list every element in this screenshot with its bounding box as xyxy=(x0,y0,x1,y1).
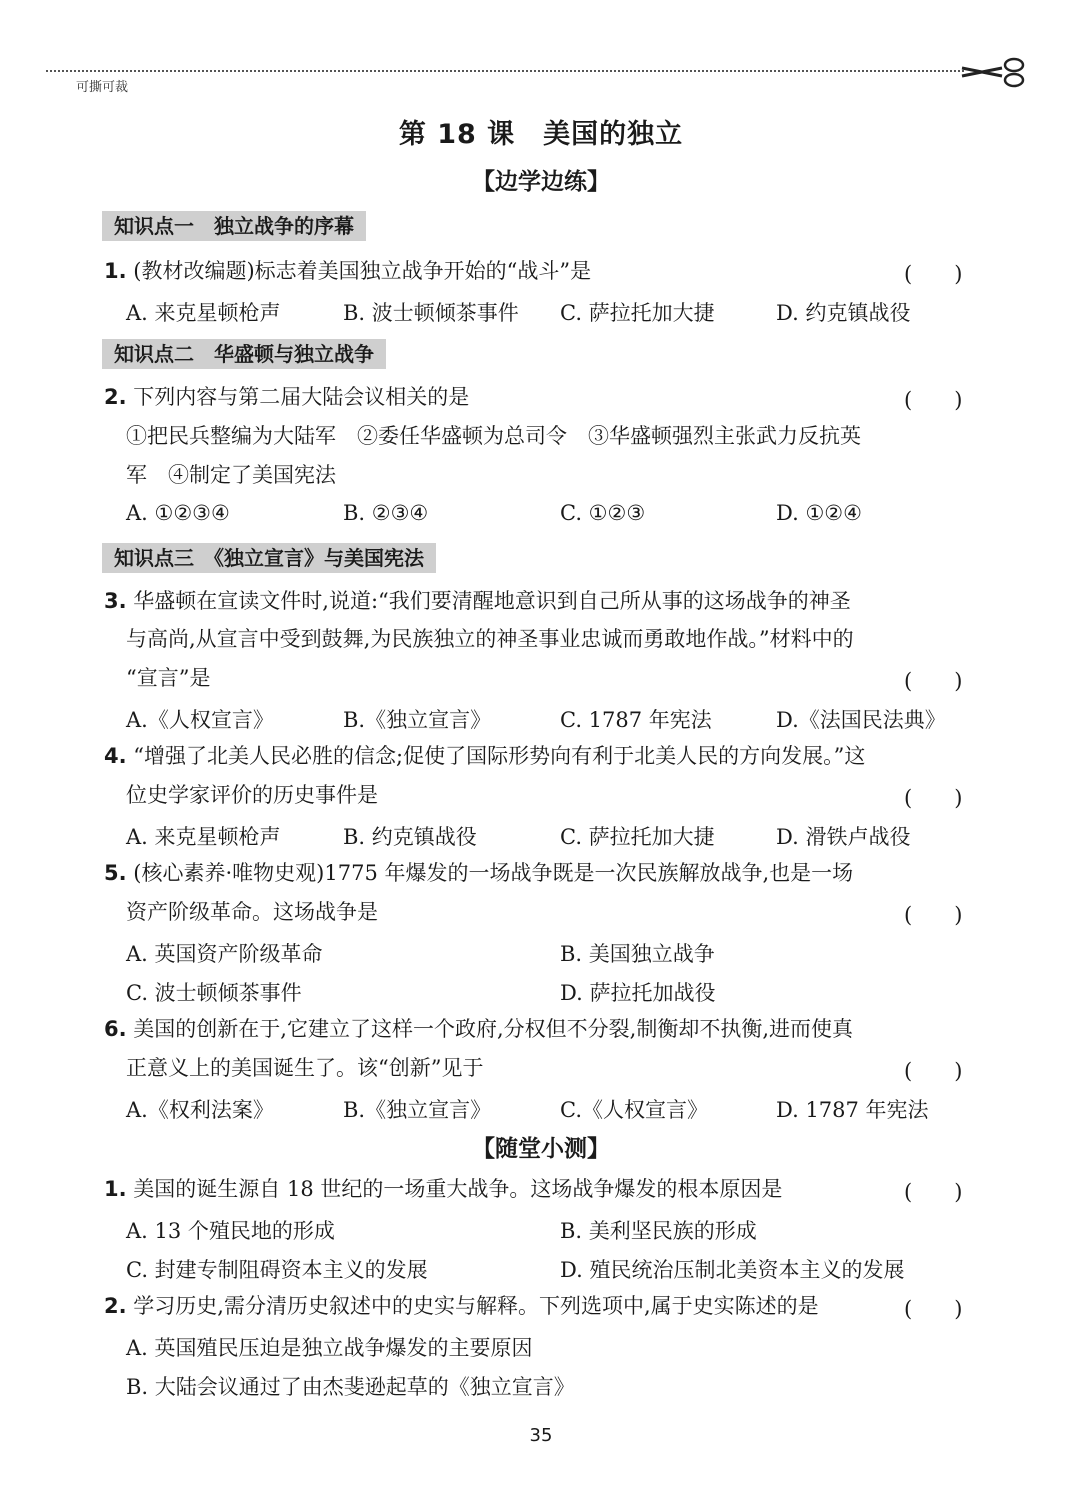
option: B. 美利坚民族的形成 xyxy=(560,1219,757,1243)
question-number: 2 xyxy=(104,385,119,409)
option: D. ①②④ xyxy=(776,501,862,525)
part-heading-quiz: 【随堂小测】 xyxy=(472,1136,610,1162)
cut-note: 可撕可裁 xyxy=(76,80,129,95)
option: D. 萨拉托加战役 xyxy=(560,981,716,1005)
answer-blank: ( ) xyxy=(904,903,963,927)
option: D.《法国民法典》 xyxy=(776,708,946,732)
section-heading: 知识点一 独立战争的序幕 xyxy=(102,211,366,241)
question-line: 3. 华盛顿在宣读文件时,说道:“我们要清醒地意识到自己所从事的这场战争的神圣 xyxy=(104,589,851,613)
option: A. ①②③④ xyxy=(126,501,230,525)
option: A. 13 个殖民地的形成 xyxy=(126,1219,335,1243)
question-text: 正意义上的美国诞生了。该“创新”见于 xyxy=(126,1056,484,1080)
question-text: 军 ④制定了美国宪法 xyxy=(126,463,336,487)
option: B. ②③④ xyxy=(343,501,429,525)
section-heading: 知识点三 《独立宣言》与美国宪法 xyxy=(102,543,436,573)
page-title: 第 18 课 美国的独立 xyxy=(398,119,684,150)
question-number: 5 xyxy=(104,861,119,885)
answer-blank: ( ) xyxy=(904,262,963,286)
question-text: (核心素养·唯物史观)1775 年爆发的一场战争既是一次民族解放战争,也是一场 xyxy=(133,861,854,885)
option: C. 封建专制阻碍资本主义的发展 xyxy=(126,1258,428,1282)
option: A.《人权宣言》 xyxy=(126,708,274,732)
option: D. 殖民统治压制北美资本主义的发展 xyxy=(560,1258,905,1282)
scissors-icon xyxy=(958,54,1030,90)
question-number: 3 xyxy=(104,589,119,613)
option: D. 滑铁卢战役 xyxy=(776,825,911,849)
option: A. 来克星顿枪声 xyxy=(126,825,281,849)
question-text: 美国的创新在于,它建立了这样一个政府,分权但不分裂,制衡却不执衡,进而使真 xyxy=(133,1017,853,1041)
answer-blank: ( ) xyxy=(904,669,963,693)
option: C.《人权宣言》 xyxy=(560,1098,708,1122)
option: D. 约克镇战役 xyxy=(776,301,911,325)
question-text: 下列内容与第二届大陆会议相关的是 xyxy=(133,385,470,409)
option: D. 1787 年宪法 xyxy=(776,1098,929,1122)
question-line: 5. (核心素养·唯物史观)1775 年爆发的一场战争既是一次民族解放战争,也是一场 xyxy=(104,861,854,885)
answer-blank: ( ) xyxy=(904,1180,963,1204)
question-text: 位史学家评价的历史事件是 xyxy=(126,783,378,807)
question-line: 2. 下列内容与第二届大陆会议相关的是 xyxy=(104,385,470,409)
question-text: ①把民兵整编为大陆军 ②委任华盛顿为总司令 ③华盛顿强烈主张武力反抗英 xyxy=(126,424,861,448)
question-text: 学习历史,需分清历史叙述中的史实与解释。下列选项中,属于史实陈述的是 xyxy=(133,1294,819,1318)
option: C. 萨拉托加大捷 xyxy=(560,825,715,849)
answer-blank: ( ) xyxy=(904,786,963,810)
question-number: 1 xyxy=(104,259,119,283)
option: B. 约克镇战役 xyxy=(343,825,477,849)
question-number: 1 xyxy=(104,1177,119,1201)
question-line: 2. 学习历史,需分清历史叙述中的史实与解释。下列选项中,属于史实陈述的是 xyxy=(104,1294,819,1318)
option: A.《权利法案》 xyxy=(126,1098,274,1122)
question-line: 1. (教材改编题)标志着美国独立战争开始的“战斗”是 xyxy=(104,259,592,283)
option: B. 波士顿倾茶事件 xyxy=(343,301,519,325)
option: C. 萨拉托加大捷 xyxy=(560,301,715,325)
question-text: “增强了北美人民必胜的信念;促使了国际形势向有利于北美人民的方向发展。”这 xyxy=(133,744,866,768)
question-line: 4. “增强了北美人民必胜的信念;促使了国际形势向有利于北美人民的方向发展。”这 xyxy=(104,744,866,768)
option: A. 英国资产阶级革命 xyxy=(126,942,323,966)
question-text: 美国的诞生源自 18 世纪的一场重大战争。这场战争爆发的根本原因是 xyxy=(133,1177,783,1201)
option: C. 波士顿倾茶事件 xyxy=(126,981,302,1005)
answer-blank: ( ) xyxy=(904,388,963,412)
section-heading: 知识点二 华盛顿与独立战争 xyxy=(102,339,386,369)
part-heading-practice: 【边学边练】 xyxy=(472,169,610,195)
question-number: 4 xyxy=(104,744,119,768)
option: C. 1787 年宪法 xyxy=(560,708,712,732)
option: B.《独立宣言》 xyxy=(343,1098,492,1122)
option: B. 美国独立战争 xyxy=(560,942,715,966)
question-text: 华盛顿在宣读文件时,说道:“我们要清醒地意识到自己所从事的这场战争的神圣 xyxy=(133,589,851,613)
option: B. 大陆会议通过了由杰斐逊起草的《独立宣言》 xyxy=(126,1375,575,1399)
question-text: 与高尚,从宣言中受到鼓舞,为民族独立的神圣事业忠诚而勇敢地作战。”材料中的 xyxy=(126,627,854,651)
cut-line xyxy=(46,70,964,72)
option: A. 英国殖民压迫是独立战争爆发的主要原因 xyxy=(126,1336,533,1360)
question-line: 1. 美国的诞生源自 18 世纪的一场重大战争。这场战争爆发的根本原因是 xyxy=(104,1177,783,1201)
question-line: 6. 美国的创新在于,它建立了这样一个政府,分权但不分裂,制衡却不执衡,进而使真 xyxy=(104,1017,853,1041)
option: A. 来克星顿枪声 xyxy=(126,301,281,325)
option: C. ①②③ xyxy=(560,501,646,525)
answer-blank: ( ) xyxy=(904,1059,963,1083)
option: B.《独立宣言》 xyxy=(343,708,492,732)
question-number: 6 xyxy=(104,1017,119,1041)
question-text: “宣言”是 xyxy=(126,666,211,690)
answer-blank: ( ) xyxy=(904,1297,963,1321)
question-text: 资产阶级革命。这场战争是 xyxy=(126,900,378,924)
question-number: 2 xyxy=(104,1294,119,1318)
question-text: (教材改编题)标志着美国独立战争开始的“战斗”是 xyxy=(133,259,592,283)
page-number: 35 xyxy=(529,1425,553,1446)
